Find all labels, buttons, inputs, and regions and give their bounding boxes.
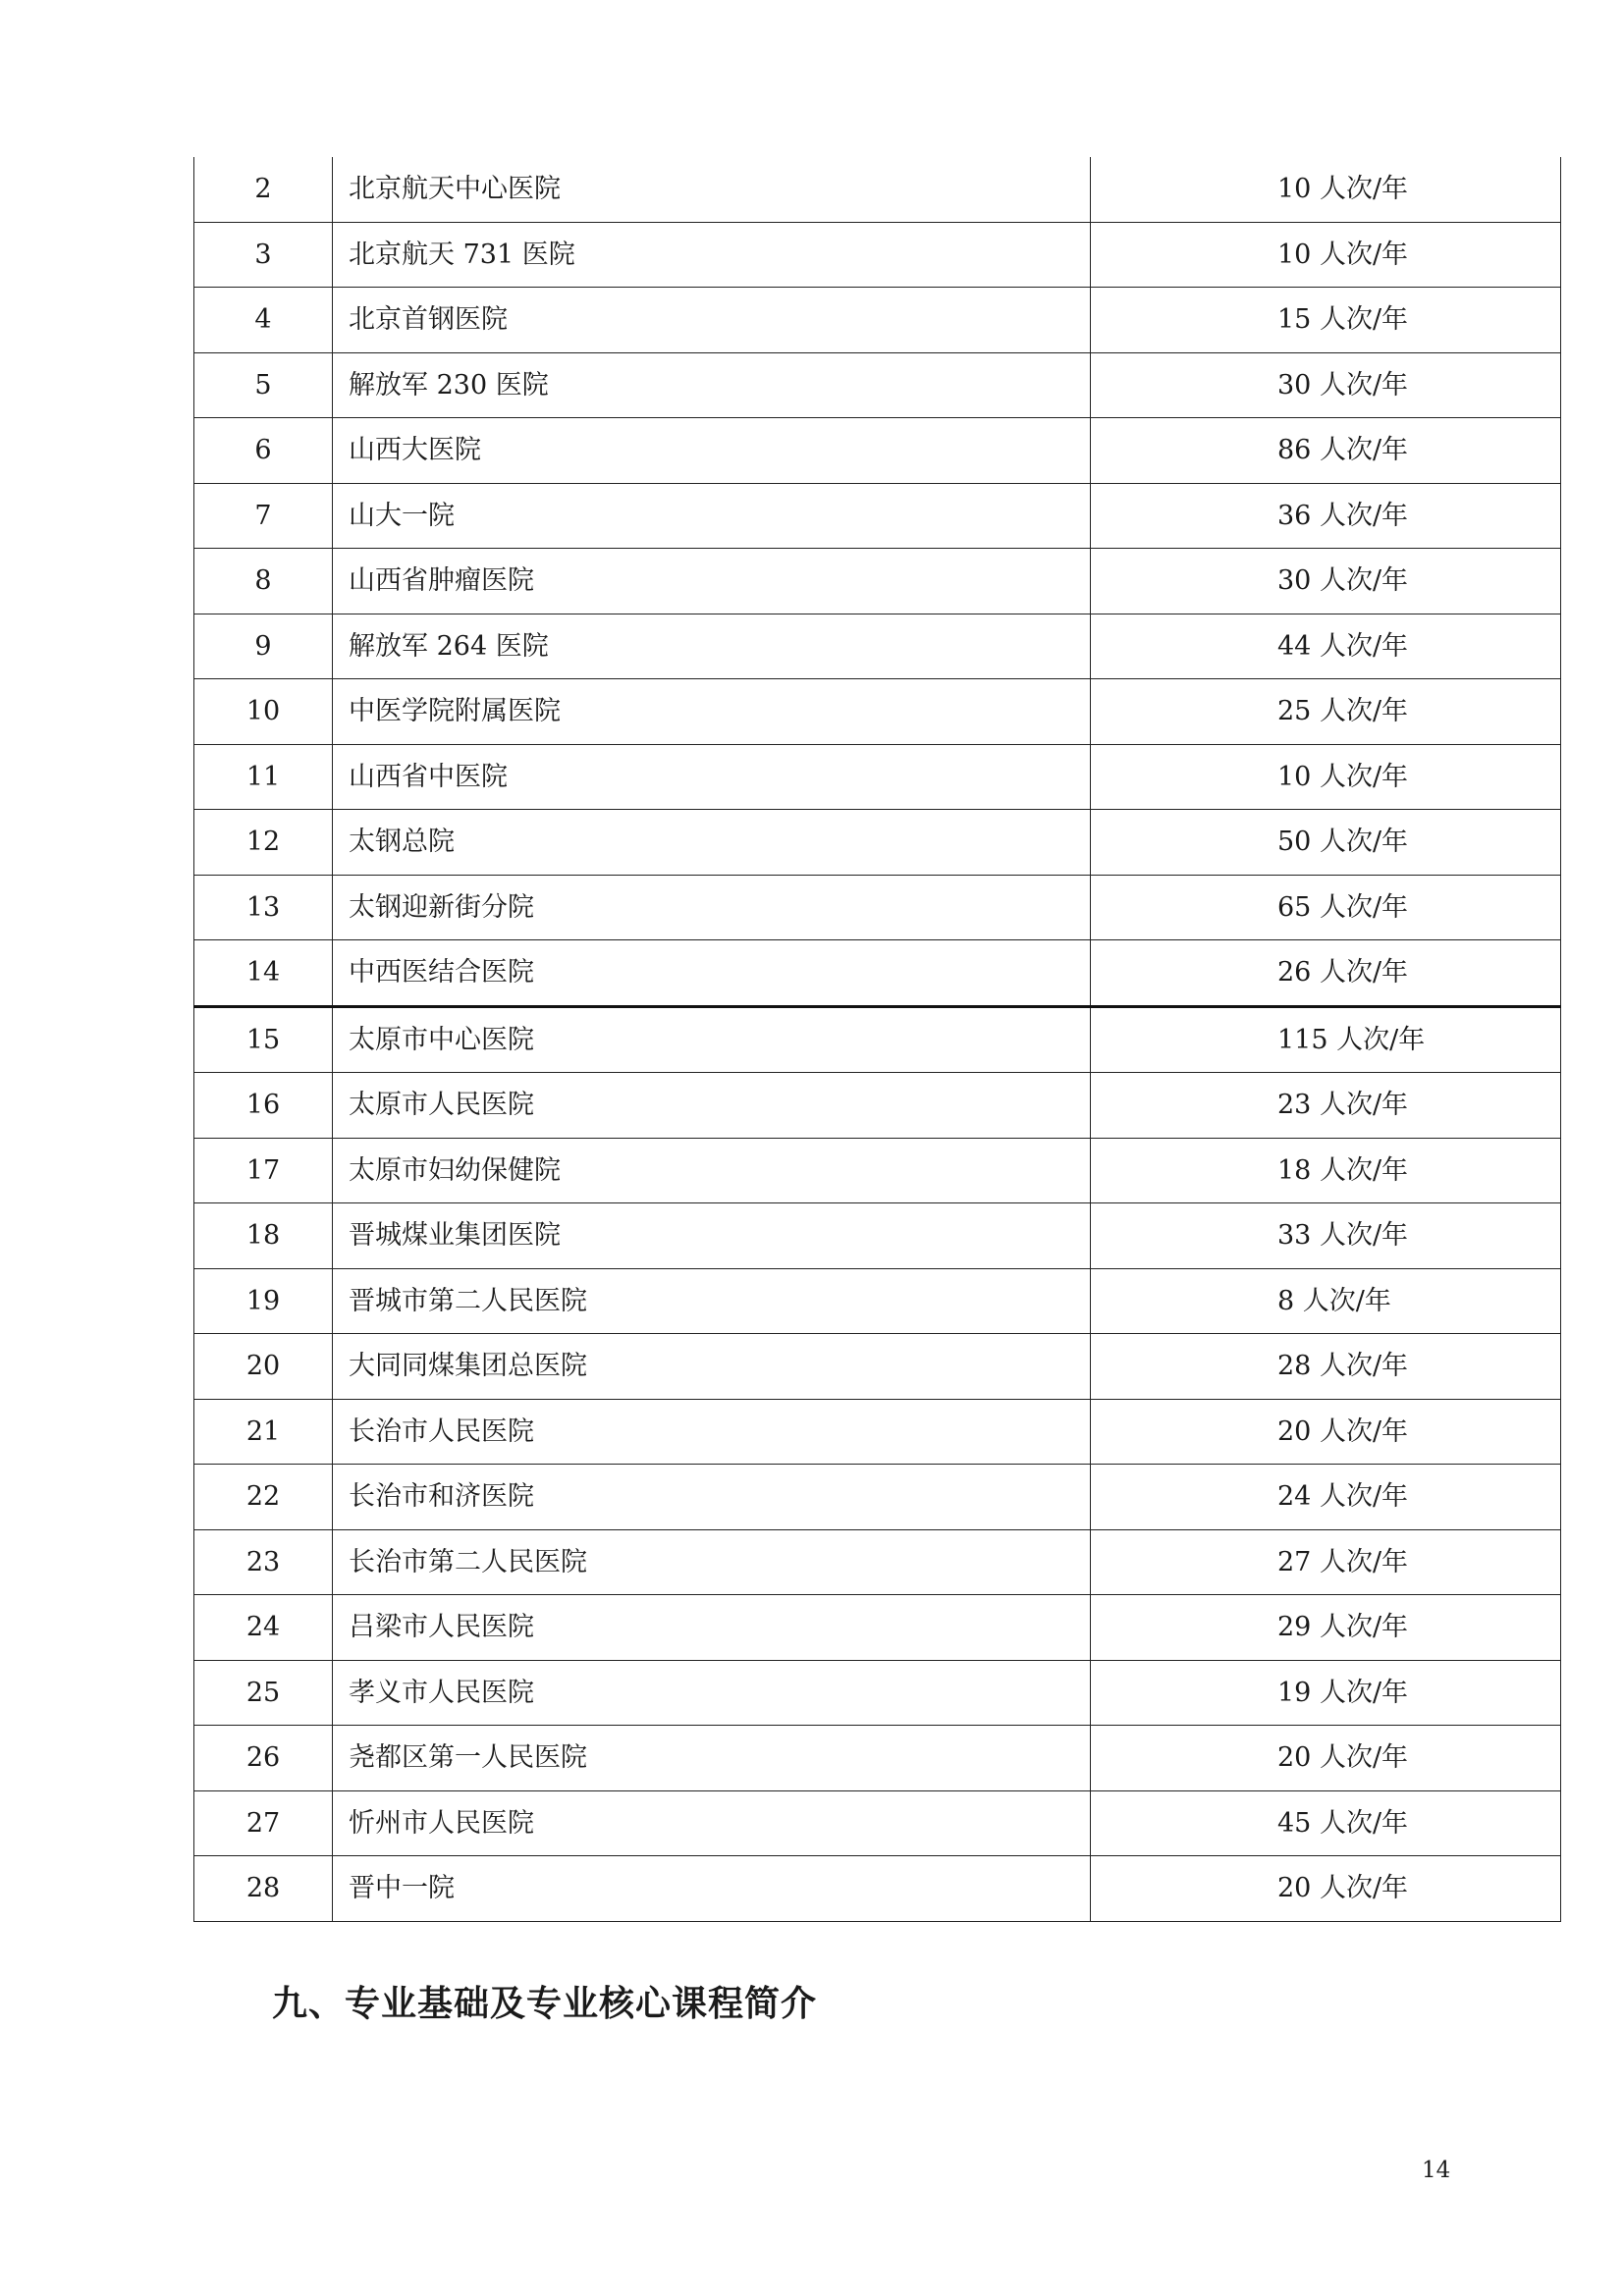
row-number: 4: [194, 288, 333, 353]
hospital-name: 吕梁市人民医院: [333, 1595, 1091, 1661]
hospital-name: 孝义市人民医院: [333, 1660, 1091, 1726]
capacity: 29 人次/年: [1091, 1595, 1561, 1661]
hospital-name: 太原市中心医院: [333, 1006, 1091, 1073]
row-number: 19: [194, 1268, 333, 1334]
table-row: [194, 222, 1561, 288]
table-row: [194, 1465, 1561, 1530]
row-number: 5: [194, 352, 333, 418]
row-number: 11: [194, 744, 333, 810]
hospital-name: 中医学院附属医院: [333, 679, 1091, 745]
row-number: 27: [194, 1790, 333, 1856]
capacity: 36 人次/年: [1091, 483, 1561, 549]
hospital-name: 大同同煤集团总医院: [333, 1334, 1091, 1400]
capacity: 24 人次/年: [1091, 1465, 1561, 1530]
row-number: 12: [194, 810, 333, 876]
table-row: [194, 1529, 1561, 1595]
table-row: [194, 549, 1561, 614]
capacity: 50 人次/年: [1091, 810, 1561, 876]
capacity: 20 人次/年: [1091, 1856, 1561, 1922]
row-number: 18: [194, 1203, 333, 1269]
capacity: 45 人次/年: [1091, 1790, 1561, 1856]
row-number: 9: [194, 614, 333, 679]
table-row: [194, 1595, 1561, 1661]
capacity: 10 人次/年: [1091, 157, 1561, 222]
section-heading: 九、专业基础及专业核心课程简介: [272, 1983, 818, 2024]
capacity: 65 人次/年: [1091, 875, 1561, 940]
capacity: 30 人次/年: [1091, 549, 1561, 614]
capacity: 33 人次/年: [1091, 1203, 1561, 1269]
row-number: 13: [194, 875, 333, 940]
table-row: [194, 1268, 1561, 1334]
hospital-name: 晋城煤业集团医院: [333, 1203, 1091, 1269]
table-row: [194, 940, 1561, 1007]
row-number: 2: [194, 157, 333, 222]
hospital-name: 山西省中医院: [333, 744, 1091, 810]
table-row: [194, 1334, 1561, 1400]
capacity: 20 人次/年: [1091, 1726, 1561, 1791]
hospital-name: 北京航天中心医院: [333, 157, 1091, 222]
row-number: 3: [194, 222, 333, 288]
hospital-name: 太原市人民医院: [333, 1073, 1091, 1139]
capacity: 15 人次/年: [1091, 288, 1561, 353]
capacity: 10 人次/年: [1091, 222, 1561, 288]
table-row: [194, 288, 1561, 353]
capacity: 26 人次/年: [1091, 940, 1561, 1007]
hospital-name: 解放军 264 医院: [333, 614, 1091, 679]
capacity: 30 人次/年: [1091, 352, 1561, 418]
table-row: [194, 418, 1561, 484]
row-number: 20: [194, 1334, 333, 1400]
hospital-name: 北京首钢医院: [333, 288, 1091, 353]
hospital-name: 晋城市第二人民医院: [333, 1268, 1091, 1334]
capacity: 20 人次/年: [1091, 1399, 1561, 1465]
table-row: [194, 1006, 1561, 1073]
table-body: [194, 157, 1561, 1921]
hospital-name: 长治市第二人民医院: [333, 1529, 1091, 1595]
row-number: 24: [194, 1595, 333, 1661]
capacity: 25 人次/年: [1091, 679, 1561, 745]
hospital-table: [193, 157, 1561, 1922]
hospital-name: 山西大医院: [333, 418, 1091, 484]
hospital-name: 解放军 230 医院: [333, 352, 1091, 418]
capacity: 44 人次/年: [1091, 614, 1561, 679]
row-number: 26: [194, 1726, 333, 1791]
row-number: 25: [194, 1660, 333, 1726]
row-number: 17: [194, 1138, 333, 1203]
row-number: 21: [194, 1399, 333, 1465]
row-number: 7: [194, 483, 333, 549]
row-number: 16: [194, 1073, 333, 1139]
hospital-name: 晋中一院: [333, 1856, 1091, 1922]
hospital-name: 太钢总院: [333, 810, 1091, 876]
table-row: [194, 1399, 1561, 1465]
row-number: 10: [194, 679, 333, 745]
table-row: [194, 744, 1561, 810]
hospital-name: 太原市妇幼保健院: [333, 1138, 1091, 1203]
hospital-name: 太钢迎新街分院: [333, 875, 1091, 940]
row-number: 23: [194, 1529, 333, 1595]
hospital-name: 长治市人民医院: [333, 1399, 1091, 1465]
capacity: 19 人次/年: [1091, 1660, 1561, 1726]
table-row: [194, 1073, 1561, 1139]
capacity: 27 人次/年: [1091, 1529, 1561, 1595]
row-number: 15: [194, 1006, 333, 1073]
page-number: 14: [1422, 2158, 1451, 2183]
capacity: 8 人次/年: [1091, 1268, 1561, 1334]
hospital-name: 中西医结合医院: [333, 940, 1091, 1007]
row-number: 6: [194, 418, 333, 484]
capacity: 86 人次/年: [1091, 418, 1561, 484]
table-row: [194, 1138, 1561, 1203]
table-row: [194, 810, 1561, 876]
table-row: [194, 1856, 1561, 1922]
capacity: 23 人次/年: [1091, 1073, 1561, 1139]
table-row: [194, 352, 1561, 418]
capacity: 18 人次/年: [1091, 1138, 1561, 1203]
hospital-name: 山西省肿瘤医院: [333, 549, 1091, 614]
row-number: 8: [194, 549, 333, 614]
hospital-name: 忻州市人民医院: [333, 1790, 1091, 1856]
row-number: 22: [194, 1465, 333, 1530]
hospital-name: 北京航天 731 医院: [333, 222, 1091, 288]
table-row: [194, 1203, 1561, 1269]
table-row: [194, 483, 1561, 549]
table-row: [194, 1790, 1561, 1856]
table-row: [194, 614, 1561, 679]
table-row: [194, 1660, 1561, 1726]
capacity: 10 人次/年: [1091, 744, 1561, 810]
table-row: [194, 679, 1561, 745]
table-row: [194, 157, 1561, 222]
hospital-name: 长治市和济医院: [333, 1465, 1091, 1530]
hospital-name: 山大一院: [333, 483, 1091, 549]
capacity: 28 人次/年: [1091, 1334, 1561, 1400]
capacity: 115 人次/年: [1091, 1006, 1561, 1073]
row-number: 14: [194, 940, 333, 1007]
table-row: [194, 1726, 1561, 1791]
table-row: [194, 875, 1561, 940]
row-number: 28: [194, 1856, 333, 1922]
hospital-name: 尧都区第一人民医院: [333, 1726, 1091, 1791]
